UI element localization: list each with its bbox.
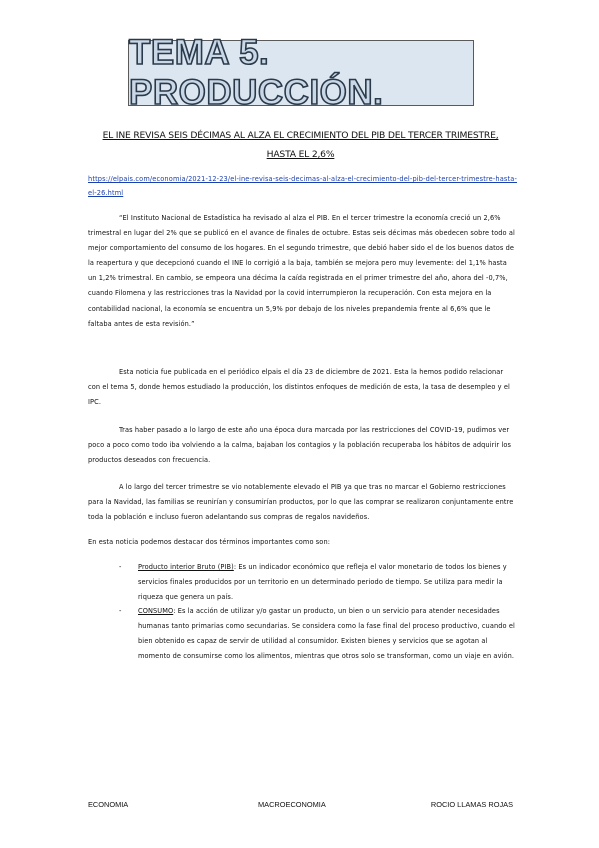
trimester-text: A lo largo del tercer trimestre se vio notablemente elevado el PIB ya que tras no marcar el Gobierno restricciones para la Navidad, las familias se reunirían y consumirían productos, por lo que las comprar se realizaron conjuntamente entre toda la población e incluso fueron adelantando sus compras de regalos navideños. bbox=[88, 483, 514, 522]
context-text: Esta noticia fue publicada en el periódico elpais el día 23 de diciembre de 2021. Esta la hemos podido relacionar con el tema 5, donde hemos estudiado la producción, los distintos enfoques de medición de esta, la tasa de desempleo y el IPC. bbox=[88, 368, 510, 407]
footer-left: ECONOMIA bbox=[88, 800, 129, 809]
page-title: TEMA 5. PRODUCCIÓN. bbox=[129, 33, 384, 112]
covid-text: Tras haber pasado a lo largo de este año una época dura marcada por las restricciones del COVID-19, pudimos ver poco a poco como todo iba volviendo a la calma, bajaban los contagios y la población recuperaba los hábitos de adquirir los productos deseados con frecuencia. bbox=[88, 426, 511, 465]
footer-center: MACROECONOMIA bbox=[258, 800, 326, 809]
covid-paragraph bbox=[88, 423, 515, 468]
list-item bbox=[88, 604, 518, 663]
quote-paragraph bbox=[88, 211, 515, 332]
bullet-marker: - bbox=[119, 607, 122, 616]
trimester-paragraph bbox=[88, 480, 515, 525]
page-footer bbox=[88, 800, 513, 814]
terms-intro-text: En esta noticia podemos destacar dos términos importantes como son: bbox=[88, 538, 331, 546]
quote-text: “El Instituto Nacional de Estadística ha revisado al alza el PIB. En el tercer trimestre la economía creció un 2,6% trimestral en lugar del 2% que se publicó en el avance de finales de octubre. Estas seis décimas más obedecen sobre todo al mejor comportamiento del consumo de los hogares. En el segundo trimestre, que debió haber sido el de los buenos datos de la reapertura y que decepcionó cuando el INE lo corrigió a la baja, también se mejora pero muy levemente: del 1,1% hasta un 1,2% trimestral. En cambio, se empeora una décima la caída registrada en el primer trimestre del año, ahora del -0,7%, cuando Filomena y las restricciones tras la Navidad por la covid interrumpieron la recuperación. Con esta mejora en la contabilidad nacional, la economía se encuentra un 5,9% por debajo de los niveles prepandemia frente al 6,6% que le faltaba antes de esta revisión.” bbox=[88, 214, 515, 328]
title-box bbox=[128, 33, 474, 112]
term-pib-definition: : Es un indicador económico que refleja el valor monetario de todos los bienes y servicios finales producidos por un territorio en un determinado periodo de tiempo. Se utiliza para medir la riqueza que genera un país. bbox=[138, 563, 507, 601]
footer-right: ROCIO LLAMAS ROJAS bbox=[430, 800, 513, 809]
source-link[interactable]: https://elpais.com/economia/2021-12-23/el-ine-revisa-seis-decimas-al-alza-el-crecimiento-del-pib-del-tercer-trimestre-hasta-el-26.html bbox=[88, 175, 517, 197]
term-consumo-definition: : Es la acción de utilizar y/o gastar un producto, un bien o un servicio para atender necesidades humanas tanto primarias como secundarias. Se considera como la fase final del proceso productivo, cuando el bien obtenido es capaz de servir de utilidad al consumidor. Existen bienes y servicios que se agotan al momento de consumirse como los alimentos, mientras que otros solo se transforman, como un viaje en avión. bbox=[138, 607, 515, 660]
context-paragraph bbox=[88, 365, 515, 410]
bullet-marker: - bbox=[119, 563, 122, 571]
terms-intro bbox=[88, 535, 515, 550]
news-headline: EL INE REVISA SEIS DÉCIMAS AL ALZA EL CRECIMIENTO DEL PIB DEL TERCER TRIMESTRE, HASTA EL 2,6% bbox=[102, 130, 499, 160]
list-item bbox=[88, 560, 518, 604]
term-pib: Producto interior Bruto (PIB) bbox=[138, 563, 234, 571]
terms-list bbox=[88, 560, 518, 664]
term-consumo: CONSUMO bbox=[138, 607, 174, 616]
